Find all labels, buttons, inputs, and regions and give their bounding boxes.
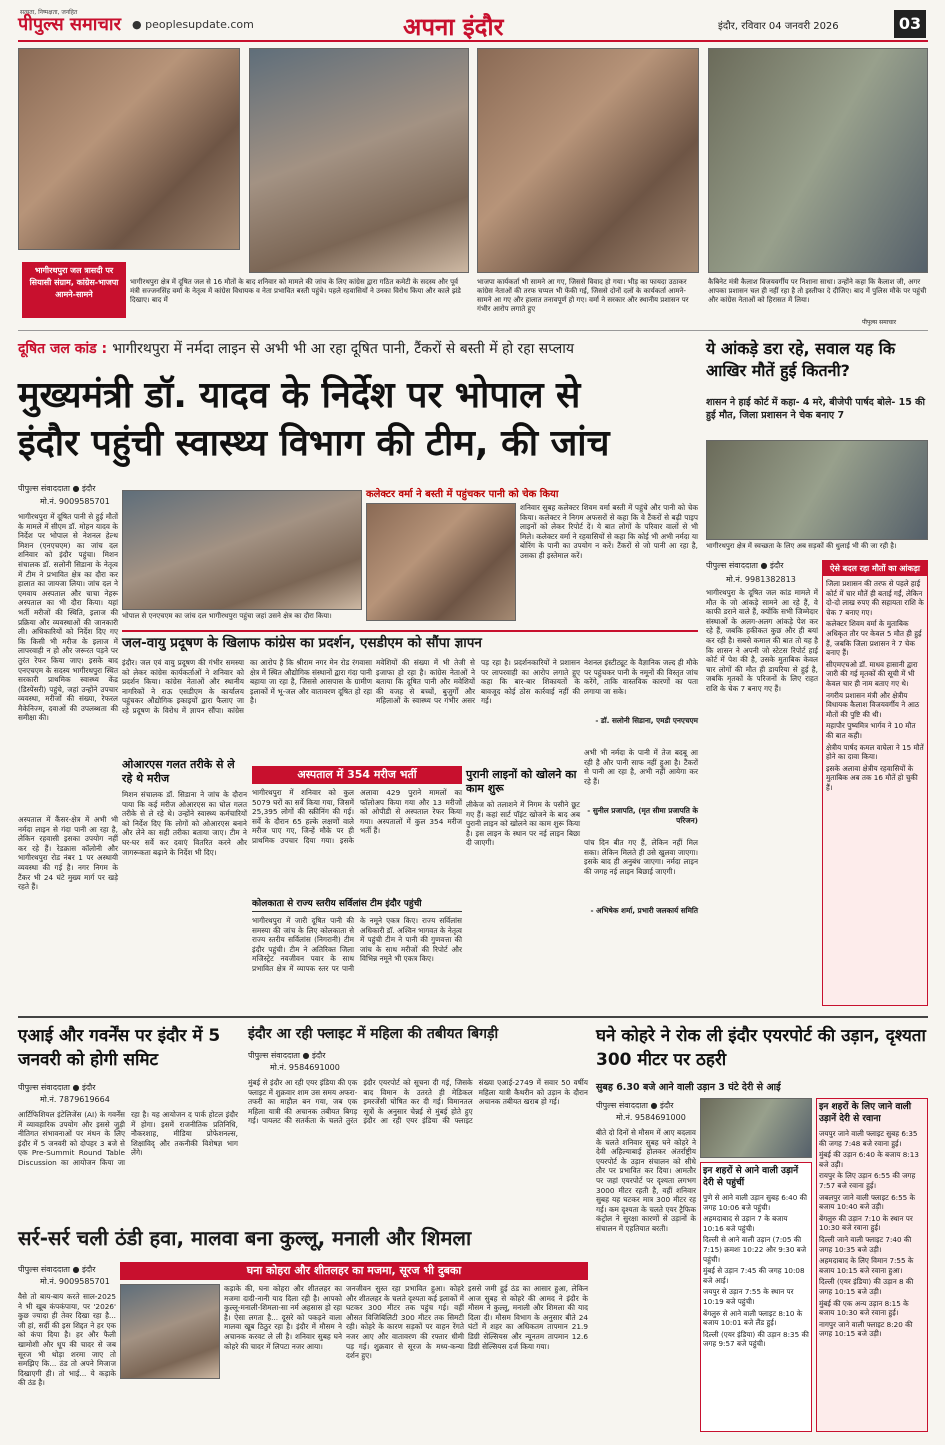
list-item: पुणे से आने वाली उड़ान सुबह 6:40 की जगह 10:06 बजे पहुंची। xyxy=(703,1193,807,1212)
photo-cold-woman xyxy=(120,1284,220,1379)
photo-caption-1: भागीरथपुरा क्षेत्र में दूषित जल से 16 मौतों के बाद शनिवार को मामले की जांच के लिए कांग्रेस द्वारा गठित कमेटी के सदस्य और पूर्व मंत्री सज्जनसिंह वर्मा के नेतृत्व में कांग्रेस विधायक व नेता प्रभावित बस्ती पहुंचे। पहले रहवासियों ने उनका विरोध किया और काले झंडे दिखाए। बाद में xyxy=(130,278,461,304)
departure-delay-list xyxy=(817,1127,927,1343)
ai-summit-mobile: मो.नं. 7879619664 xyxy=(40,1095,110,1104)
sidebar-body: भागीरथपुरा के दूषित जल कांड मामले में मौत के जो आंकड़े सामने आ रहे हैं, वे काफी डराने वाले हैं, क्योंकि सभी जिम्मेदार संस्थाओं के अलग-अलग आंकड़े पेश कर रहे हैं, जबकि हकीकत कुछ और ही बयां कर रही है। सबसे कमाल की बात तो यह है कि शासन ने अपनी जो स्टेटस रिपोर्ट हाई कोर्ट में पेश की है, उसके मुताबिक केवल चार लोगों की मौत ही डायरिया से हुई है, जबकि मृतकों के परिजनों के लिए राहत राशि के चेक 7 बनाए गए हैं। xyxy=(706,588,818,693)
list-item: मुंबई की एक अन्य उड़ान 8:15 के बजाय 10:30 बजे रवाना हुई। xyxy=(819,1298,909,1318)
list-item: रायपुर के लिए उड़ान 6:55 की जगह 7:57 बजे रवाना हुई। xyxy=(819,1171,916,1190)
section-divider xyxy=(18,1016,928,1018)
list-item: नागपुर जाने वाली फ्लाइट 8:20 की जगह 10:15 बजे उड़ी। xyxy=(819,1319,913,1339)
survey-title: कोलकाता से राज्य स्तरीय सर्विलांस टीम इंदौर पहुंची xyxy=(252,896,462,912)
photo-collector xyxy=(366,503,516,621)
cold-body-3: जनजीवन सुस्त रहा प्रभावित हुआ। कोहरे और शीतलहर के चलते दृश्यता कई इलाकों में घटकर 300 मीटर तक पहुंच गई। वहीं औसत विजिबिलिटी 300 मीटर तक सिमटी रही। कोहरे के कारण सड़कों पर वाहन रेंगते नजर आए और वातावरण की रफ्तार धीमी पड़ गई। शुक्रवार से सूरज के मध्य-कन्या दर्शन हुए। xyxy=(346,1284,464,1361)
death-count-box xyxy=(822,560,928,1006)
protest-title: जल-वायु प्रदूषण के खिलाफ कांग्रेस का प्रदर्शन, एसडीएम को सौंपा ज्ञापन xyxy=(122,630,698,654)
sidebar-subtitle: शासन ने हाई कोर्ट में कहा- 4 मरे, बीजेपी पार्षद बोले- 15 की हुई मौत, जिला प्रशासन ने चेक बनाए 7 xyxy=(706,397,925,421)
old-lines-title: पुरानी लाइनों को खोलने का काम शुरू xyxy=(466,768,577,795)
arrival-delay-list xyxy=(701,1191,811,1353)
quote-3-author: - अभिषेक शर्मा, प्रभारी जलकार्य समिति xyxy=(590,906,698,915)
list-item: मुंबई से उड़ान 7:45 की जगह 10:08 बजे आई। xyxy=(703,1266,805,1285)
photo-protest-4 xyxy=(708,48,928,273)
list-item: जिला प्रशासन की तरफ से पहले हाई कोर्ट में चार मौतें ही बताई गईं, लेकिन दो-दो लाख रुपए की सहायता राशि के चेक 7 बनाए गए। xyxy=(826,579,924,617)
ai-summit-byline: पीपुल्स संवाददाता ● इंदौर xyxy=(18,1083,96,1092)
photo-airport xyxy=(700,1098,812,1158)
photo-road-washing xyxy=(706,440,928,540)
list-item: बेंगलुरु की उड़ान 7:10 के स्थान पर 10:30 बजे रवाना हुई। xyxy=(819,1213,913,1233)
arrival-delay-box xyxy=(700,1162,812,1432)
photo-caption-2: भाजपा कार्यकर्ता भी सामने आ गए, जिससे विवाद हो गया। भीड़ का फायदा उठाकर कांग्रेस नेताओं की तरफ चप्पल भी फेंकी गई, जिससे दोनों दलों के कार्यकर्ता आमने-सामने आ गए और हालात तनावपूर्ण हो गए। वर्मा ने सरकार और स्थानीय प्रशासन पर गंभीर आरोप लगाते हुए xyxy=(477,278,689,313)
sidebar-mobile: मो.नं. 9981382813 xyxy=(726,575,796,584)
list-item: दिल्ली (एयर इंडिया) की उड़ान 8 की जगह 10:15 बजे उड़ी। xyxy=(819,1277,914,1296)
list-item: दिल्ली (एयर इंडिया) की उड़ान 8:35 की जगह 9:57 बजे पहुंची। xyxy=(703,1329,809,1349)
newspaper-logo: पीपुल्स समाचार xyxy=(18,14,121,35)
flight-title: इंदौर आ रही फ्लाइट में महिला की तबीयत बिगड़ी xyxy=(248,1026,499,1042)
departure-delay-box xyxy=(816,1098,928,1432)
list-item: नगरीय प्रशासन मंत्री और क्षेत्रीय विधायक कैलाश विजयवर्गीय ने आठ मौतों की पुष्टि की थी। xyxy=(826,690,920,719)
cold-banner: घना कोहरा और शीतलहर का मजमा, सूरज भी दुबका xyxy=(120,1262,588,1280)
arrival-delay-title: इन शहरों से आने वाली उड़ानें देरी से पहुंचीं xyxy=(703,1166,799,1188)
quote-1-author: - डॉ. सलोनी सिडाना, एमडी एनएचएम xyxy=(595,716,698,725)
lead-body-col2: अस्पताल में कैंसर-क्षेत्र में अभी भी नर्मदा लाइन से गंदा पानी आ रहा है, लेकिन रहवासी इसका उपयोग नहीं कर रहे हैं। रेडक्रास कॉलोनी और भागीरथपुरा रोड नंबर 1 पर अस्थायी व्यवस्था की गई है। नगर निगम के टैंकर भी 24 घंटे मुख्य मार्ग पर खड़े रहते हैं। xyxy=(18,815,118,892)
dateline: इंदौर, रविवार 04 जनवरी 2026 xyxy=(718,21,839,32)
photo-nhm-team xyxy=(122,490,362,610)
list-item: अहमदाबाद के लिए विमान 7:55 के बजाय 10:15 बजे रवाना हुआ। xyxy=(819,1256,914,1275)
photo-protest-2 xyxy=(249,48,469,273)
flight-mobile: मो.नं. 9584691000 xyxy=(270,1063,340,1072)
cold-body: वैसे तो बाय-बाय करते साल-2025 ने भी खूब कंपकंपाया, पर '2026' कुछ ज्यादा ही तेवर दिखा रहा है... जी हां, सर्दी की इस शिद्दत ने हर एक को कंपा दिया है। हर और फैली खामोशी और धूप की चादर से जब सूरज भी थोड़ा शरमा जाए तो समझिए कि... ठंड तो अपने मिजाज दिखाएगी ही। तो भाई... ये कड़ाके की ठंड है। xyxy=(18,1292,116,1388)
sidebar-photo-caption: भागीरथपुरा क्षेत्र में स्वच्छता के लिए अब सड़कों की धुलाई भी की जा रही है। xyxy=(706,542,897,550)
old-lines-body: लीकेज को तलाशने में निगम के पसीने छूट गए हैं। कहां सार्ट पॉइंट खोजने के बाद अब पुरानी लाइन को खोलने का काम शुरू किया है। इस लाइन के स्थान पर नई लाइन बिछा दी जाएगी। xyxy=(466,800,580,848)
lead-body: भागीरथपुरा में दूषित पानी से हुई मौतों के मामले में सीएम डॉ. मोहन यादव के निर्देश पर भोपाल से नेशनल हेल्थ मिशन (एनएचएम) का जांच दल शनिवार को इंदौर पहुंचा। मिशन संचालक डॉ. सलोनी सिडाना के नेतृत्व में टीम ने प्रभावित क्षेत्र का दौरा कर हालात का जायजा लिया। जांच दल ने एमवाय अस्पताल और चाचा नेहरू अस्पताल का भी दौरा किया। यहां भर्ती मरीजों की स्थिति, इलाज की प्रक्रिया और व्यवस्थाओं की जानकारी ली। अधिकारियों को निर्देश दिए गए कि किसी भी मरीज के इलाज में लापरवाही न हो और जरूरत पड़ने पर तुरंत रेफर किया जाए। इसके बाद एनएचएम के सदस्य भागीरथपुरा स्थित सरकारी प्राथमिक स्वास्थ्य केंद्र (डिस्पेंसरी) पहुंचे, जहां उन्होंने उपचार व्यवस्था, मरीजों की संख्या, रेफरल मैकेनिज्म, दवाओं की उपलब्धता की समीक्षा की। xyxy=(18,512,118,723)
lead-mobile: मो.नं. 9009585701 xyxy=(40,497,110,506)
website-text[interactable]: peoplesupdate.com xyxy=(145,18,254,31)
death-count-box-title: ऐसे बदल रहा मौतों का आंकड़ा xyxy=(823,561,927,576)
survey-body: भागीरथपुरा में जारी दूषित पानी की समस्या की जांच के लिए कोलकाता से राज्य स्तरीय सर्विलांस (निगरानी) टीम इंदौर पहुंची। टीम ने अतिरिक्त जिला मजिस्ट्रेट नवजीवन पवार के साथ प्रभावित क्षेत्र में व्यापक स्तर पर पानी के नमूने एकत्र किए। राज्य सर्विलांस अधिकारी डॉ. अश्विन भागवत के नेतृत्व में पहुंची टीम ने पानी की गुणवत्ता की जांच के साथ मरीजों की रिपोर्ट और विभिन्न नमूने भी एकत्र किए। xyxy=(252,916,462,973)
cold-body-4: इससे जमी हुई ठंड का आसार हुआ, लेकिन आज सुबह से कोहरे की आमद ने इंदौर के मौसम ने कुल्लू, मनाली और शिमला की याद दिला दी। मौसम विभाग के अनुसार बीते 24 घंटों में शहर का अधिकतम तापमान 21.9 डिग्री सेल्सियस और न्यूनतम तापमान 12.6 डिग्री सेल्सियस दर्ज किया गया। xyxy=(468,1284,588,1351)
ors-body: मिशन संचालक डॉ. सिडाना ने जांच के दौरान पाया कि कई मरीज ओआरएस का घोल गलत तरीके से ले रहे थे। उन्होंने स्वास्थ्य कर्मचारियों को निर्देश दिए कि लोगों को ओआरएस बनाने और लेने का सही तरीका बताया जाए। टीम ने घर-घर सर्वे कर दवाएं वितरित करने और जागरूकता बढ़ाने के निर्देश भी दिए। xyxy=(122,790,247,857)
website[interactable]: ● peoplesupdate.com xyxy=(132,18,254,31)
sidebar-title: ये आंकड़े डरा रहे, सवाल यह कि आखिर मौतें हुई कितनी? xyxy=(706,339,896,380)
list-item: सीएमएचओ डॉ. माधव हासानी द्वारा जारी की गई मृतकों की सूची में भी केवल चार ही नाम बताए गए थे। xyxy=(826,659,918,688)
list-item: दिल्ली से आने वाली उड़ान (7:05 की 7:15) क्रमशः 10:22 और 9:30 बजे पहुंची। xyxy=(703,1235,807,1264)
list-item: महापौर पुष्यमित्र भार्गव ने 10 मौत की बात कही। xyxy=(826,721,916,740)
list-item: इसके अलावा क्षेत्रीय रहवासियों के मुताबिक अब तक 16 मौतें हो चुकी हैं। xyxy=(826,763,918,792)
list-item: अहमदाबाद से उड़ान 7 के बजाय 10:16 बजे पहुंची। xyxy=(703,1214,788,1233)
cold-byline: पीपुल्स संवाददाता ● इंदौर xyxy=(18,1265,96,1274)
lead-headline-line2: इंदौर पहुंची स्वास्थ्य विभाग की टीम, की जांच xyxy=(18,423,610,464)
departure-delay-title: इन शहरों के लिए जाने वाली उड़ानें देरी से रवाना xyxy=(819,1102,912,1124)
photo-protest-3 xyxy=(477,48,699,273)
photo-caption-3: कैबिनेट मंत्री कैलाश विजयवर्गीय पर निशाना साधा। उन्होंने कहा कि कैलाश जी, अगर आपका प्रशासन चल ही नहीं रहा है तो इस्तीफा दे दीजिए। बाद में पुलिस मौके पर पहुंची और कांग्रेस नेताओं को हिरासत में लिया। xyxy=(708,278,927,304)
hospital-body: भागीरथपुरा में शनिवार को कुल 5079 घरों का सर्वे किया गया, जिसमें 25,395 लोगों की स्क्रीनिंग की गई। सर्वे के दौरान 65 हल्के लक्षणों वाले मरीज पाए गए, जिन्हें मौके पर ही प्राथमिक उपचार दिया गया। इसके अलावा 429 पुराने मामलों का फॉलोअप किया गया और 13 मरीजों को ओपीडी से अस्पताल रेफर किया गया। अस्पतालों में कुल 354 मरीज भर्ती हैं। xyxy=(252,788,462,845)
cold-mobile: मो.नं. 9009585701 xyxy=(40,1277,110,1286)
lead-headline-line1: मुख्यमंत्री डॉ. यादव के निर्देश पर भोपाल से xyxy=(18,375,581,416)
collector-title: कलेक्टर वर्मा ने बस्ती में पहुंचकर पानी को चेक किया xyxy=(366,489,559,500)
fog-title: घने कोहरे ने रोक ली इंदौर एयरपोर्ट की उड़ान, दृश्यता 300 मीटर पर ठहरी xyxy=(596,1026,926,1070)
hospital-title: अस्पताल में 354 मरीज भर्ती xyxy=(252,766,462,784)
photo-credit: पीपुल्स समाचार xyxy=(862,319,897,326)
section-title: अपना इंदौर xyxy=(403,13,504,41)
photo-protest-1 xyxy=(18,48,240,250)
death-count-list xyxy=(823,576,927,797)
cold-body-2: कड़ाके की, घना कोहरा और शीतलहर का मजमा दादी-नानी याद दिला रही है। आपको कुल्लू-मनाली-शिमला-सा नर्म अहसास हो रहा है। ऐसा लगता है... दूसरे को पकड़ने वाला मालवा खूब ठिठुर रहा है। इंदौर में मौसम ने अचानक करवट ले ली है। शनिवार सुबह घने कोहरे की चादर में लिपटा नजर आया। xyxy=(224,1284,342,1351)
fog-body: बीते दो दिनों से मौसम में आए बदलाव के चलते शनिवार सुबह घने कोहरे ने देवी अहिल्याबाई होलकर अंतर्राष्ट्रीय एयरपोर्ट के उड़ान संचालन को सीधे तौर पर प्रभावित कर दिया। आमतौर पर जहां एयरपोर्ट पर दृश्यता लगभग 3000 मीटर रहती है, वहीं शनिवार सुबह यह घटकर मात्र 300 मीटर रह गई। कम दृश्यता के चलते एयर ट्रैफिक कंट्रोल ने सुरक्षा कारणों से उड़ानों के संचालन में एहतियात बरती। xyxy=(596,1128,696,1233)
fog-subtitle: सुबह 6.30 बजे आने वाली उड़ान 3 घंटे देरी से आई xyxy=(596,1082,781,1093)
quotes-column xyxy=(584,658,698,1010)
page-number: 03 xyxy=(894,10,926,38)
photo-row-label: भागीरथपुरा जल त्रासदी पर सियासी संग्राम, कांग्रेस-भाजपा आमने-सामने xyxy=(22,262,126,318)
quote-2-text: अभी भी नर्मदा के पानी में तेज बदबू आ रही है और पानी साफ नहीं हुआ है। टैंकरों से पानी आ रहा है, अभी नहीं आयेगा कर रहे हैं। xyxy=(584,748,698,786)
ors-subtitle: ओआरएस गलत तरीके से ले रहे थे मरीज xyxy=(122,758,235,785)
list-item: क्षेत्रीय पार्षद कमल वाघेला ने 15 मौतें होने का दावा किया। xyxy=(826,742,924,762)
quote-3-text: पांच दिन बीत गए हैं, लेकिन नहीं मिल सका। लेकिन मिलते ही उसे खुलवा जाएगा। इसके बाद ही अनुबंध जाएगा। नर्मदा लाइन की जगह नई लाइन बिछाई जाएगी। xyxy=(584,838,698,876)
fog-mobile: मो.नं. 9584691000 xyxy=(616,1113,686,1122)
lead-kicker-line xyxy=(18,338,698,358)
cold-title: सर्र-सर्र चली ठंडी हवा, मालवा बना कुल्लू, मनाली और शिमला xyxy=(18,1226,472,1250)
list-item: बेंगलुरु से आने वाली फ्लाइट 8:10 के बजाय 10:01 बजे लैंड हुई। xyxy=(703,1308,803,1328)
sidebar-byline: पीपुल्स संवाददाता ● इंदौर xyxy=(706,561,784,570)
lead-kicker-text: भागीरथपुरा में नर्मदा लाइन से अभी भी आ रहा दूषित पानी, टैंकरों से बस्ती में हो रहा सप्लाय xyxy=(112,341,575,357)
flight-body: मुंबई से इंदौर आ रही एयर इंडिया की एक फ्लाइट में शुक्रवार शाम उस समय अफरा-तफरी का माहौल बन गया, जब एक महिला यात्री की अचानक तबीयत बिगड़ गई। पायलट की सतर्कता के चलते तुरंत इंदौर एयरपोर्ट को सूचना दी गई, जिसके बाद विमान के उतरते ही मेडिकल इमरजेंसी घोषित कर दी गई। विमानतल सूत्रों के अनुसार चेन्नई से मुंबई होते हुए इंदौर आ रही एयर इंडिया की फ्लाइट संख्या एआई-2749 में सवार 50 वर्षीय महिला यात्री कैथरीन को उड़ान के दौरान अचानक तबीयत खराब हो गई। xyxy=(248,1078,588,1126)
lead-kicker: दूषित जल कांड : xyxy=(18,341,108,357)
quote-1-text: नेशनल इंस्टीट्यूट के वैज्ञानिक जल्द ही मौके पर पहुंचकर पानी के नमूनों की विस्तृत जांच करेंगे, ताकि वास्तविक कारणों का पता लगाया जा सके। xyxy=(584,658,698,696)
list-item: दिल्ली जाने वाली फ्लाइट 7:40 की जगह 10:35 बजे उड़ी। xyxy=(819,1234,912,1254)
list-item: जबलपुर जाने वाली फ्लाइट 6:55 के बजाय 10:40 बजे उड़ी। xyxy=(819,1192,916,1212)
lead-byline: पीपुल्स संवाददाता ● इंदौर xyxy=(18,484,96,493)
ai-summit-title: एआई और गवर्नेंस पर इंदौर में 5 जनवरी को होगी समिट xyxy=(18,1026,221,1070)
protest-body: इंदौर। जल एवं वायु प्रदूषण की गंभीर समस्या को लेकर कांग्रेस कार्यकर्ताओं ने शनिवार को प्रदर्शन किया। कांग्रेस नेताओं और स्थानीय नागरिकों ने राऊ एसडीएम के कार्यालय पहुंचकर औद्योगिक इकाइयों द्वारा फैलाए जा रहे प्रदूषण के विरोध में ज्ञापन सौंपा। कांग्रेस का आरोप है कि श्रीराम नगर मेन रोड रंगवासा क्षेत्र में स्थित औद्योगिक संस्थानों द्वारा गंदा पानी बहाया जा रहा है, जिससे आसपास के ग्रामीण इलाकों में भू-जल और वातावरण दूषित हो रहा है। xyxy=(122,658,372,715)
collector-body: शनिवार सुबह कलेक्टर शिवम वर्मा बस्ती में पहुंचे और पानी को चेक किया। कलेक्टर ने निगम अफसरों से कहा कि वे टैंकरों से बढ़ी पाइप लाइनों को लेकर रिपोर्ट दें। ये बात लोगों के परिवार वालों से भी मिले। कलेक्टर वर्मा ने रहवासियों से कहा कि कोई भी अभी नर्मदा या बोरिंग के पानी का उपयोग न करें। टैंकरों से जो पानी आ रहा है, उसका ही इस्तेमाल करें। xyxy=(520,503,698,560)
protest-body-2: मवेशियों की संख्या में भी तेजी से इजाफा हो रहा है। कांग्रेस नेताओं ने बताया कि दूषित पानी और मवेशियों की वजह से बच्चों, बुजुर्गों और महिलाओं के स्वास्थ्य पर गंभीर असर पड़ रहा है। प्रदर्शनकारियों ने प्रशासन पर लापरवाही का आरोप लगाते हुए कहा कि बार-बार शिकायतों के बावजूद कोई ठोस कार्रवाई नहीं की गई। xyxy=(376,658,580,706)
logo-tagline: सत्यता, निष्पक्षता, जनहित xyxy=(20,9,78,16)
fog-byline: पीपुल्स संवाददाता ● इंदौर xyxy=(596,1101,674,1110)
list-item: मुंबई की उड़ान 6:40 के बजाय 8:13 बजे उड़ी। xyxy=(819,1150,919,1169)
photo-nhm-caption: भोपाल से एनएचएम का जांच दल भागीरथपुरा पहुंचा जहां उसने क्षेत्र का दौरा किया। xyxy=(122,612,332,620)
list-item: जयपुर से उड़ान 7:55 के स्थान पर 10:19 बजे पहुंची। xyxy=(703,1287,794,1306)
list-item: कलेक्टर शिवम वर्मा के मुताबिक अधिकृत तौर पर केवल 5 मौत ही हुई हैं, जबकि जिला प्रशासन ने 7 चेक बनाए हैं। xyxy=(826,619,922,658)
ai-summit-body: आर्टिफिशियल इंटेलिजेंस (AI) के गवर्नेंस में व्यावहारिक उपयोग और इससे जुड़ी नीतिगत संभावनाओं पर मंथन के लिए इंदौर में 5 जनवरी को दोपहर 3 बजे से एक Pre-Summit Round Table Discussion का आयोजन किया जा रहा है। यह आयोजन द पार्क होटल इंदौर में होगा। इसमें राजनीतिक प्रतिनिधि, नौकरशाह, मीडिया प्रोफेशनल्स, शिक्षाविद् और तकनीकी विशेषज्ञ भाग लेंगे। xyxy=(18,1110,238,1167)
quote-2-author: - सुनील प्रजापति, (मृत सीमा प्रजापति के परिजन) xyxy=(587,806,698,825)
list-item: जयपुर जाने वाली फ्लाइट सुबह 6:35 की जगह 7:48 बजे रवाना हुई। xyxy=(819,1129,918,1148)
flight-byline: पीपुल्स संवाददाता ● इंदौर xyxy=(248,1051,326,1060)
masthead xyxy=(18,8,928,42)
divider xyxy=(18,330,928,331)
